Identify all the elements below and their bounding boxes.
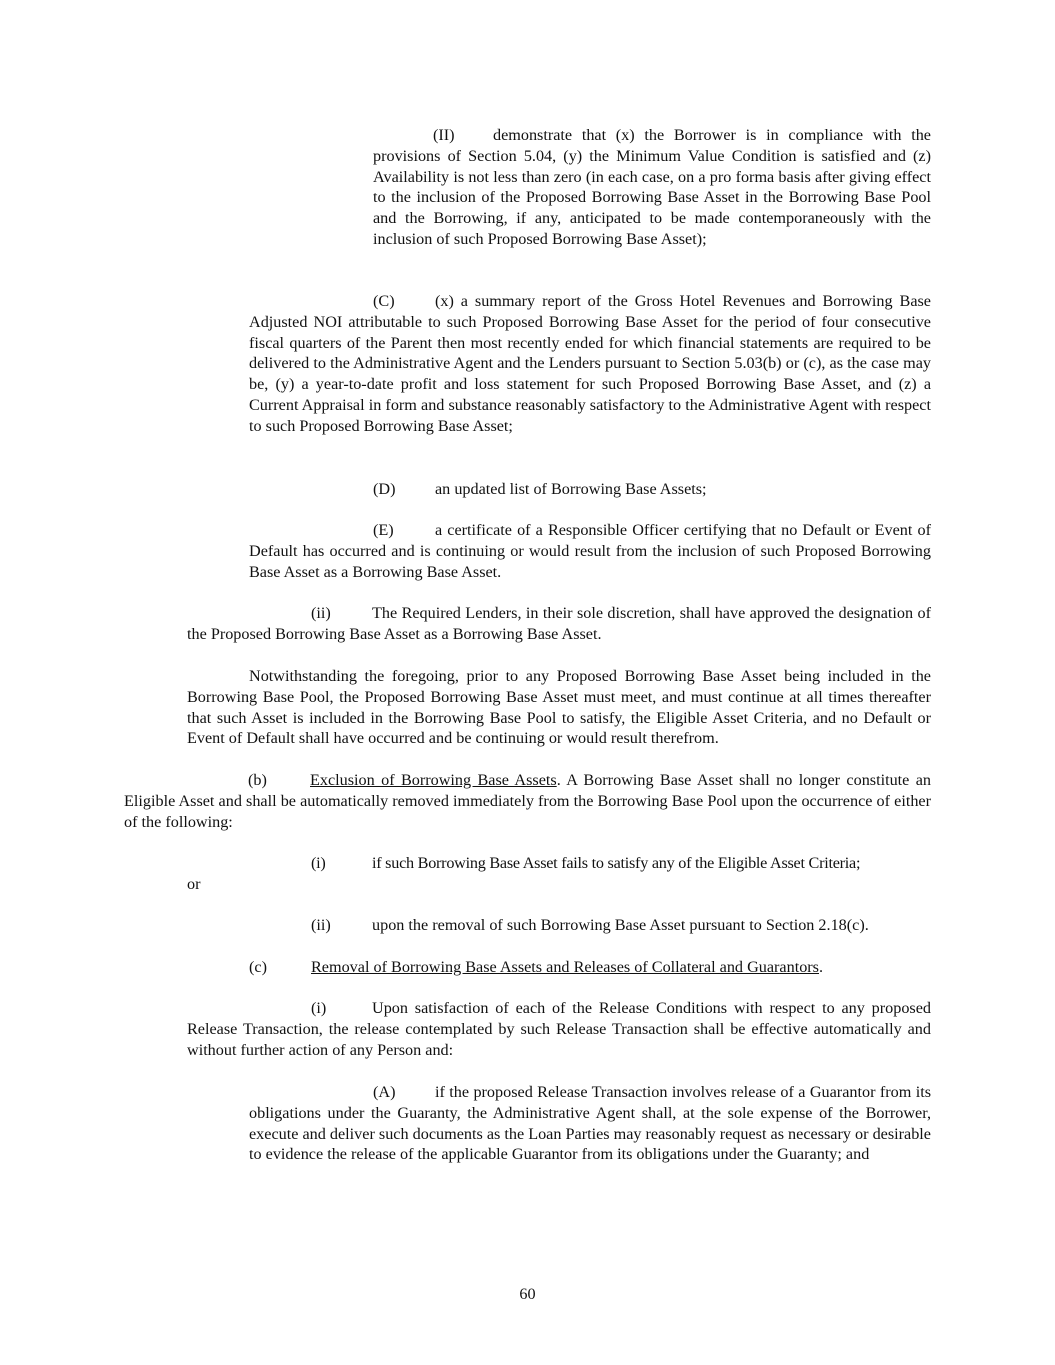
clause-marker: (D) [373,480,396,498]
clause-marker: (ii) [311,604,331,622]
clause-C [249,291,931,437]
clause-marker: (A) [373,1083,396,1101]
clause-marker: (C) [373,292,395,310]
clause-a-ii [187,603,931,645]
notwithstanding-paragraph [187,666,931,749]
clause-b-i-trailing: or [187,875,201,893]
clause-text: a certificate of a Responsible Officer certifying that no Default or Event of Default has occurred and is continuing or would result from the inclusion of such Proposed Borrowing Base Asset as a Borrowing Base Asset. [249,521,931,581]
clause-text: . A Borrowing Base Asset shall no longer constitute an Eligible Asset and shall be automatically removed immediately from the Borrowing Base Pool upon the occurrence of either of the following: [124,771,932,831]
clause-marker: (II) [433,126,455,144]
clause-text: upon the removal of such Borrowing Base Asset pursuant to Section 2.18(c). [372,916,869,934]
clause-heading: Exclusion of Borrowing Base Assets [310,771,557,789]
clause-marker: (i) [311,999,327,1017]
page-number: 60 [519,1285,536,1303]
clause-A [249,1082,931,1165]
clause-b [124,770,931,832]
clause-text: Upon satisfaction of each of the Release Conditions with respect to any proposed Release Transaction, the release contemplated by such Release Transaction shall be effective automatically and without further action of any Person and: [187,999,931,1059]
clause-b-ii [311,915,869,936]
clause-text: an updated list of Borrowing Base Assets; [435,480,707,498]
clause-text: (x) a summary report of the Gross Hotel Revenues and Borrowing Base Adjusted NOI attributable to such Proposed Borrowing Base Asset for the period of four consecutive fiscal quarters of the Parent then most recently ended for which financial statements are required to be delivered to the Administrative Agent and the Lenders pursuant to Section 5.03(b) or (c), as the case may be, (y) a year-to-date profit and loss statement for such Proposed Borrowing Base Asset, and (z) a Current Appraisal in form and substance reasonably satisfactory to the Administrative Agent with respect to such Proposed Borrowing Base Asset; [249,292,931,435]
clause-text: if such Borrowing Base Asset fails to satisfy any of the Eligible Asset Criteria; [372,854,861,872]
clause-text: demonstrate that (x) the Borrower is in compliance with the provisions of Section 5.04, (y) the Minimum Value Condition is satisfied and (z) Availability is not less than zero (in each case, on a pro forma basis after giving effect to the inclusion of the Proposed Borrowing Base Asset in the Borrowing Base Pool and the Borrowing, if any, anticipated to be made contemporaneously with the inclusion of such Proposed Borrowing Base Asset); [373,126,931,248]
paragraph-text: Notwithstanding the foregoing, prior to any Proposed Borrowing Base Asset being included in the Borrowing Base Pool, the Proposed Borrowing Base Asset must meet, and must continue at all times thereafter that such Asset is included in the Borrowing Base Pool to satisfy, the Eligible Asset Criteria, and no Default or Event of Default shall have occurred and be continuing or would result therefrom. [187,667,931,748]
clause-b-i [311,853,860,874]
clause-text: if the proposed Release Transaction involves release of a Guarantor from its obligations under the Guaranty, the Administrative Agent shall, at the sole expense of the Borrower, execute and deliver such documents as the Loan Parties may reasonably request as necessary or desirable to evidence the release of the applicable Guarantor from its obligations under the Guaranty; and [249,1083,931,1164]
clause-c: (c) Removal of Borrowing Base Assets and Releases of Collateral and Guarantors. [249,958,824,976]
clause-marker: (i) [311,854,326,872]
clause-E [249,520,931,582]
clause-II [373,125,931,250]
clause-text: The Required Lenders, in their sole discretion, shall have approved the designation of the Proposed Borrowing Base Asset as a Borrowing Base Asset. [187,604,931,643]
clause-c-i [187,998,931,1060]
clause-marker: (c) [249,958,267,976]
clause-marker: (E) [373,521,394,539]
clause-heading: Removal of Borrowing Base Assets and Releases of Collateral and Guarantors [311,958,819,976]
clause-marker: (ii) [311,916,331,934]
clause-marker: (b) [248,771,267,789]
clause-D [249,479,931,500]
